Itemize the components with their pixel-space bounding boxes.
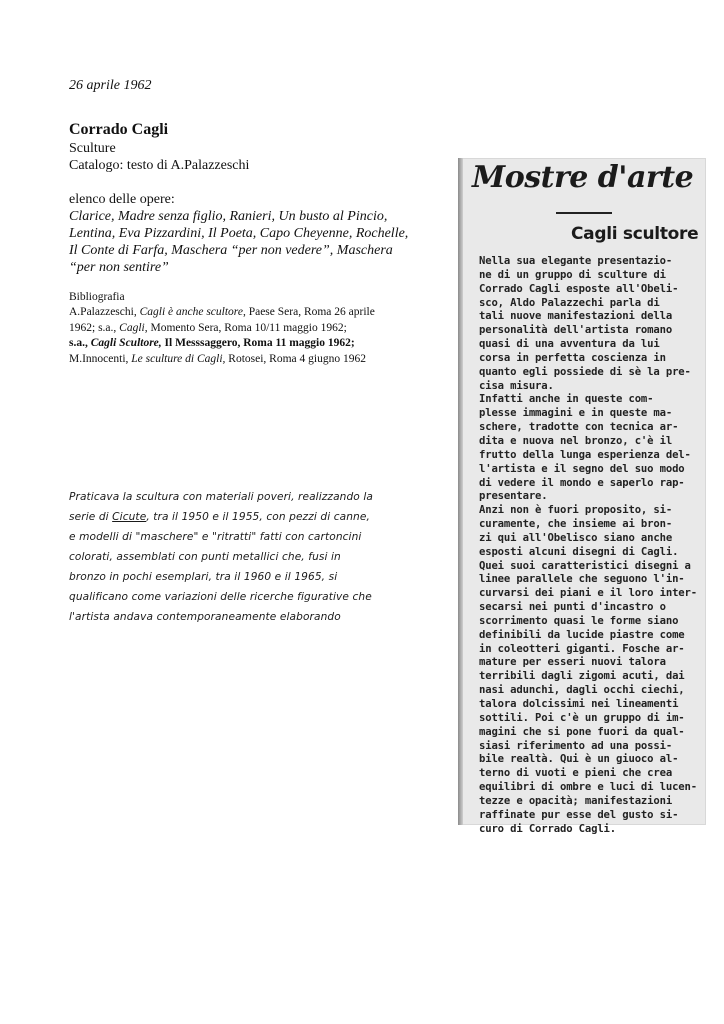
- clipping-line: quasi di una avventura da lui: [479, 338, 660, 351]
- clipping-line: zi qui all'Obelisco siano anche: [479, 531, 673, 544]
- clipping-line: siasi riferimento ad una possi-: [479, 739, 673, 752]
- clipping-subheadline: Cagli scultore: [571, 224, 699, 244]
- catalog-note: Catalogo: testo di A.Palazzeschi: [69, 158, 250, 173]
- handwritten-style-note: [69, 487, 461, 627]
- clipping-line: l'artista e il segno del suo modo: [479, 462, 685, 475]
- clipping-headline: Mostre d'arte: [472, 160, 694, 195]
- artist-name: Corrado Cagli: [69, 121, 169, 138]
- note-line: l'artista andava contemporaneamente elaborando: [69, 611, 341, 623]
- clipping-line: mature per esseri nuovi talora: [479, 656, 666, 669]
- clipping-line: linee parallele che seguono l'in-: [479, 573, 685, 586]
- clipping-line: personalità dell'artista romano: [479, 324, 673, 337]
- clipping-line: quanto egli possiede di sè la pre-: [479, 365, 691, 378]
- clipping-line: di vedere il mondo e saperlo rap-: [479, 476, 685, 489]
- clipping-line: corsa in perfetta coscienza in: [479, 351, 666, 364]
- clipping-line: presentare.: [479, 490, 548, 503]
- clipping-article-body: [479, 255, 699, 836]
- note-line: e modelli di "maschere" e "ritratti" fatti con cartoncini: [69, 531, 362, 543]
- bibliography-entry: 1962; s.a., Cagli, Momento Sera, Roma 10/11 maggio 1962;: [69, 321, 347, 334]
- date: 26 aprile 1962: [69, 78, 152, 93]
- clipping-line: Anzi non è fuori proposito, si-: [479, 504, 673, 517]
- clipping-line: in coleotteri giganti. Fosche ar-: [479, 642, 685, 655]
- bibliography-entry: A.Palazzeschi, Cagli è anche scultore, Paese Sera, Roma 26 aprile: [69, 306, 375, 318]
- newspaper-clipping: [458, 158, 706, 835]
- note-line: bronzo in pochi esemplari, tra il 1960 e il 1965, si: [69, 571, 338, 583]
- note-line: colorati, assemblati con punti metallici che, fusi in: [69, 551, 341, 563]
- clipping-line: sco, Aldo Palazzechi parla di: [479, 296, 660, 309]
- bibliography-entry: s.a., Cagli Scultore, Il Messsaggero, Roma 11 maggio 1962;: [69, 337, 355, 349]
- clipping-line: tali nuove manifestazioni della: [479, 310, 673, 323]
- clipping-line: nasi adunchi, dagli occhi ciechi,: [479, 684, 685, 697]
- clipping-line: definibili da lucide piastre come: [479, 628, 685, 641]
- clipping-line: Corrado Cagli esposte all'Obeli-: [479, 282, 679, 295]
- exhibition-subtitle: Sculture: [69, 141, 116, 156]
- clipping-line: Nella sua elegante presentazio-: [479, 255, 673, 267]
- clipping-line: talora dolcissimi nei lineamenti: [479, 698, 679, 710]
- note-line: Praticava la scultura con materiali poveri, realizzando la: [69, 491, 373, 503]
- note-line: serie di Cicute, tra il 1950 e il 1955, con pezzi di canne,: [69, 511, 370, 523]
- works-list-label: elenco delle opere:: [69, 192, 175, 207]
- bibliography: [69, 305, 409, 367]
- bibliography-entry: M.Innocenti, Le sculture di Cagli, Rotosei, Roma 4 giugno 1962: [69, 352, 366, 365]
- clipping-line: sottili. Poi c'è un gruppo di im-: [479, 711, 685, 724]
- clipping-line: dita e nuova nel bronzo, c'è il: [479, 434, 673, 447]
- clipping-line: curamente, che insieme ai bron-: [479, 518, 673, 531]
- clipping-line: raffinate pur esse del gusto si-: [479, 808, 679, 821]
- clipping-line: esposti alcuni disegni di Cagli.: [479, 545, 679, 558]
- clipping-line: Quei suoi caratteristici disegni a: [479, 559, 691, 572]
- clipping-line: curo di Corrado Cagli.: [479, 822, 617, 835]
- clipping-line: bile realtà. Qui è un giuoco al-: [479, 753, 679, 766]
- clipping-line: frutto della lunga esperienza del-: [479, 448, 691, 461]
- clipping-line: Infatti anche in queste com-: [479, 393, 654, 406]
- clipping-line: cisa misura.: [479, 379, 554, 392]
- works-list: Clarice, Madre senza figlio, Ranieri, Un busto al Pincio, Lentina, Eva Pizzardini, Il Poeta, Capo Cheyenne, Rochelle, Il Conte di Farfa, Maschera “per non vedere”, Maschera “per non sentire”: [69, 209, 409, 275]
- clipping-line: terribili dagli zigomi acuti, dai: [479, 670, 685, 683]
- clipping-line: secarsi nei punti d'incastro o: [479, 601, 666, 614]
- clipping-line: plesse immagini e in queste ma-: [479, 407, 673, 420]
- clipping-line: magini che si pone fuori da qual-: [479, 725, 685, 738]
- clipping-line: ne di un gruppo di sculture di: [479, 268, 666, 281]
- clipping-line: equilibri di ombre e luci di lucen-: [479, 781, 697, 794]
- clipping-line: curvarsi dei piani e il loro inter-: [479, 587, 697, 600]
- clipping-edge: [458, 158, 463, 825]
- note-line: qualificano come variazioni delle ricerche figurative che: [69, 591, 372, 603]
- clipping-line: terno di vuoti e pieni che crea: [479, 767, 673, 780]
- clipping-line: schere, tradotte con tecnica ar-: [479, 421, 679, 434]
- bibliography-title: Bibliografia: [69, 291, 125, 303]
- clipping-line: scorrimento quasi le forme siano: [479, 614, 679, 627]
- clipping-divider: [556, 212, 612, 214]
- clipping-line: tezze e opacità; manifestazioni: [479, 794, 673, 807]
